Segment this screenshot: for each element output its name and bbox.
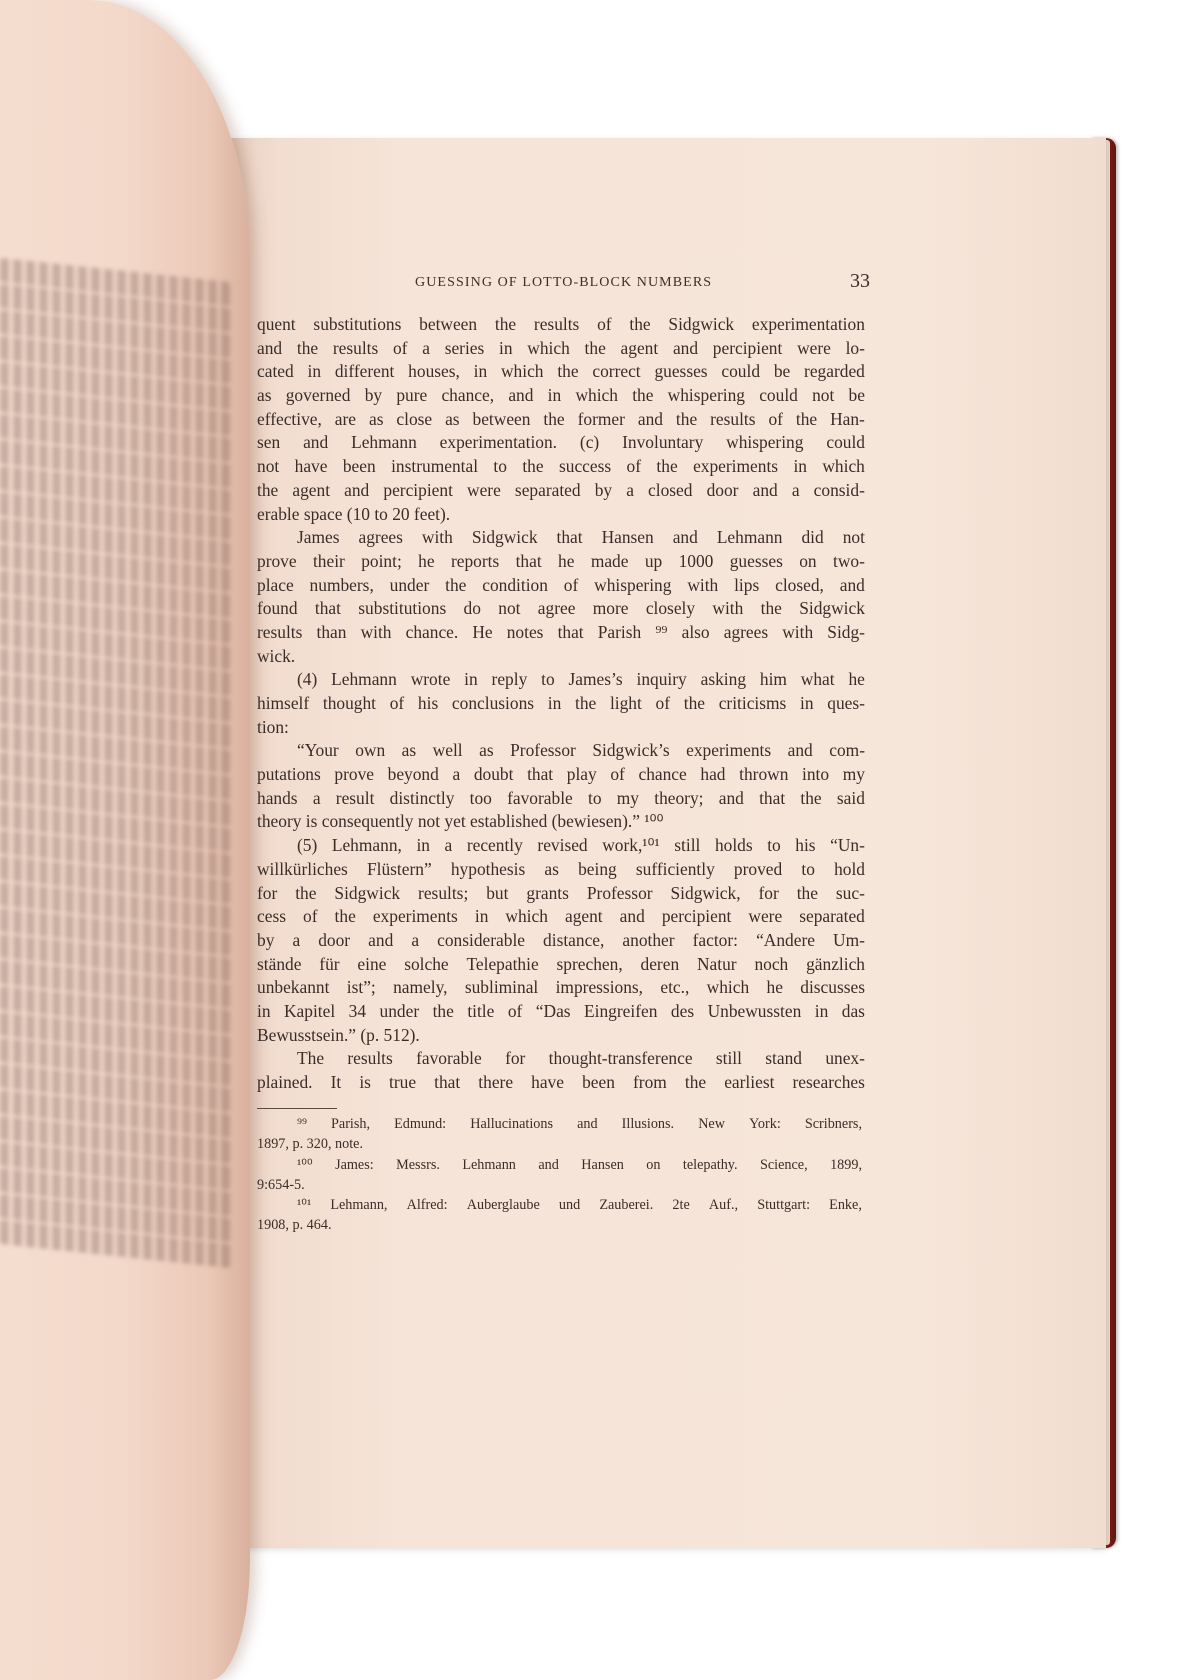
left-page-ghost-heading	[99, 217, 210, 248]
body-line: theory is consequently not yet established (bewiesen).” ¹⁰⁰	[257, 811, 664, 832]
body-line: the agent and percipient were separated by a closed door and a consid-	[257, 479, 865, 500]
body-line: wick.	[257, 645, 296, 666]
body-line: unbekannt ist”; namely, subliminal impressions, etc., which he discusses	[257, 977, 865, 998]
page-number: 33	[850, 270, 870, 292]
body-line: by a door and a considerable distance, another factor: “Andere Um-	[257, 929, 865, 950]
footnote-line: ¹⁰¹ Lehmann, Alfred: Auberglaube und Zauberei. 2te Auf., Stuttgart: Enke,	[297, 1197, 862, 1214]
body-line: place numbers, under the condition of whispering with lips closed, and	[257, 574, 865, 595]
body-line: (4) Lehmann wrote in reply to James’s inquiry asking him what he	[297, 669, 865, 690]
body-line: (5) Lehmann, in a recently revised work,¹⁰¹ still holds to his “Un-	[297, 835, 865, 856]
body-line: stände für eine solche Telepathie sprechen, deren Natur noch gänzlich	[257, 953, 865, 974]
body-line: effective, are as close as between the former and the results of the Han-	[257, 408, 865, 429]
body-line: found that substitutions do not agree more closely with the Sidgwick	[257, 598, 865, 619]
body-line: not have been instrumental to the success of the experiments in which	[257, 456, 865, 477]
body-line: putations prove beyond a doubt that play of chance had thrown into my	[257, 764, 865, 785]
body-line: and the results of a series in which the agent and percipient were lo-	[257, 337, 865, 358]
body-line: tion:	[257, 716, 289, 737]
body-line: as governed by pure chance, and in which the whispering could not be	[257, 385, 865, 406]
body-line: sen and Lehmann experimentation. (c) Involuntary whispering could	[257, 432, 865, 453]
body-line: cess of the experiments in which agent and percipient were separated	[257, 906, 865, 927]
body-line: quent substitutions between the results of the Sidgwick experimentation	[257, 314, 865, 334]
running-head: GUESSING OF LOTTO-BLOCK NUMBERS	[415, 275, 713, 290]
body-line: cated in different houses, in which the correct guesses could be regarded	[257, 361, 865, 382]
footnote-line: ¹⁰⁰ James: Messrs. Lehmann and Hansen on telepathy. Science, 1899,	[297, 1156, 862, 1173]
body-line: prove their point; he reports that he made up 1000 guesses on two-	[257, 550, 865, 571]
body-line: plained. It is true that there have been from the earliest researches	[257, 1072, 865, 1092]
left-page-blurred	[0, 0, 250, 1680]
body-line: Bewusstsein.” (p. 512).	[257, 1024, 420, 1045]
body-line: erable space (10 to 20 feet).	[257, 503, 451, 524]
body-text	[257, 313, 865, 1095]
body-line: The results favorable for thought-transference still stand unex-	[297, 1048, 865, 1069]
footnotes	[257, 1114, 862, 1236]
body-line: James agrees with Sidgwick that Hansen and Lehmann did not	[297, 527, 865, 548]
body-line: hands a result distinctly too favorable to my theory; and that the said	[257, 787, 865, 808]
left-page-ghost-text	[0, 270, 230, 1258]
body-line: “Your own as well as Professor Sidgwick’s experiments and com-	[297, 740, 865, 761]
footnote-line: ⁹⁹ Parish, Edmund: Hallucinations and Illusions. New York: Scribners,	[297, 1116, 862, 1132]
body-line: for the Sidgwick results; but grants Professor Sidgwick, for the suc-	[257, 882, 865, 903]
body-line: in Kapitel 34 under the title of “Das Eingreifen des Unbewussten in das	[257, 1000, 865, 1021]
body-line: results than with chance. He notes that Parish ⁹⁹ also agrees with Sidg-	[257, 621, 865, 642]
footnote-line: 9:654-5.	[257, 1176, 305, 1193]
footnote-rule	[257, 1108, 337, 1109]
footnote-line: 1897, p. 320, note.	[257, 1136, 364, 1153]
body-line: willkürliches Flüstern” hypothesis as being sufficiently proved to hold	[257, 858, 865, 879]
footnote-line: 1908, p. 464.	[257, 1217, 332, 1234]
body-line: himself thought of his conclusions in the light of the criticisms in ques-	[257, 693, 865, 713]
